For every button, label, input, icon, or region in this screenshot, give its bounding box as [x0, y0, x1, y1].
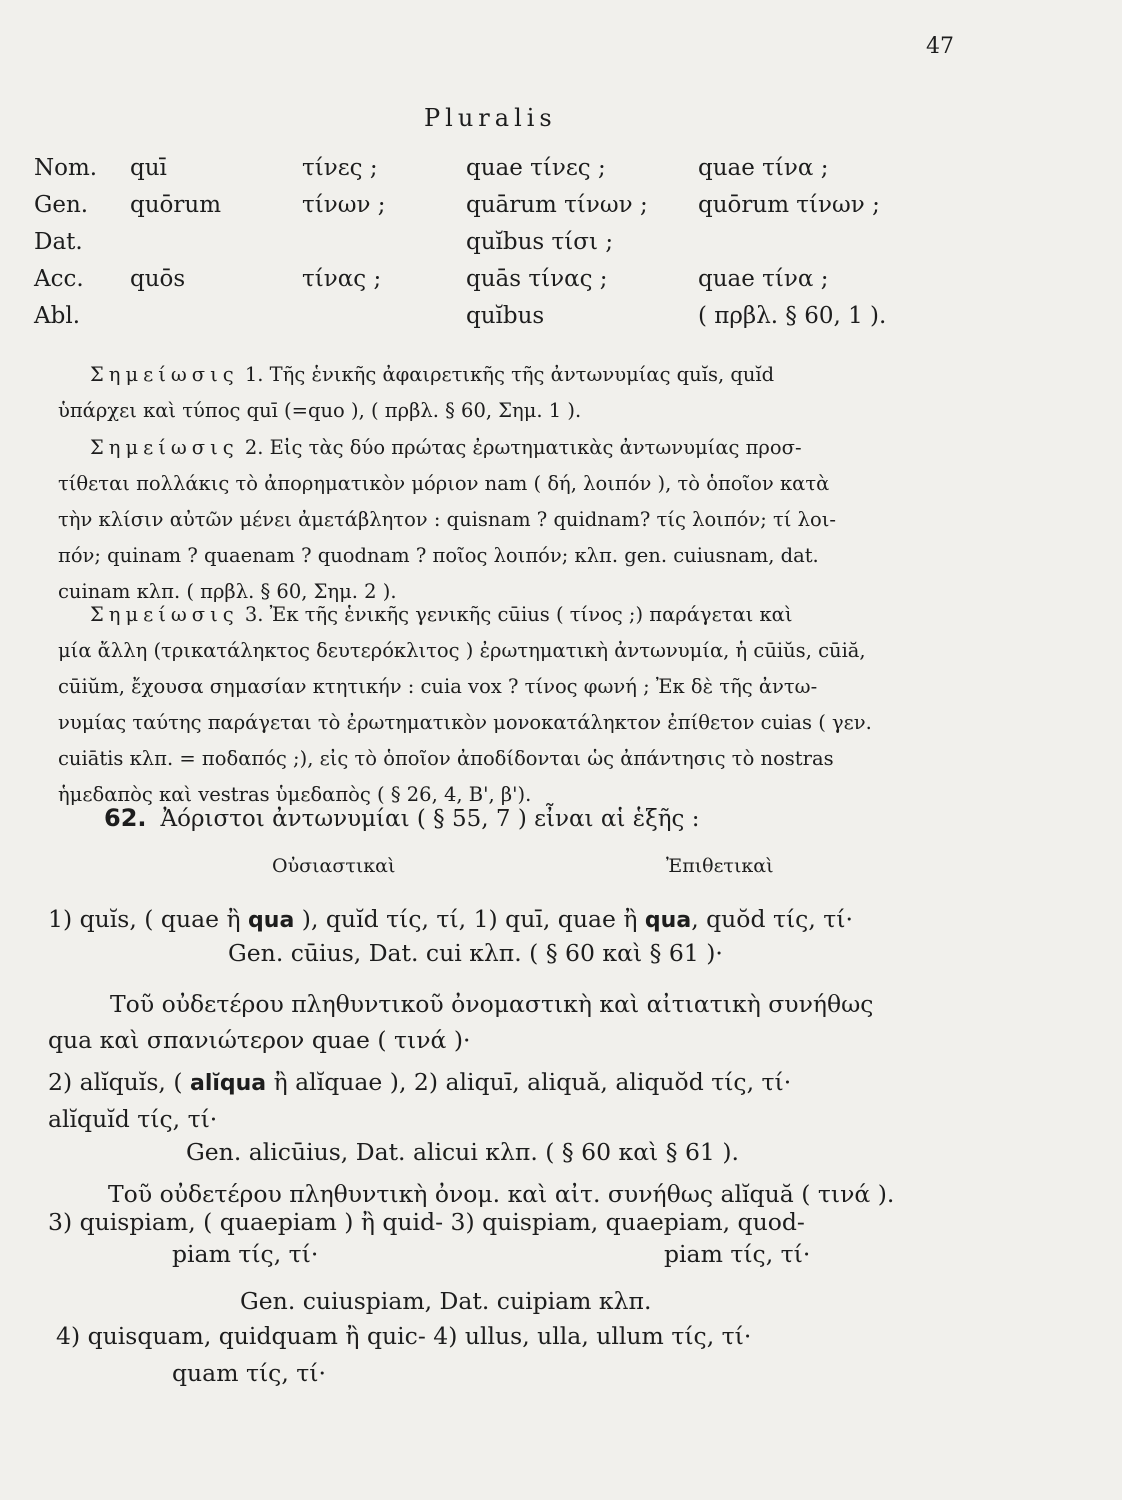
fem-form: quĭbus τίσι ;	[466, 229, 614, 255]
fem-form: quās τίνας ;	[466, 266, 608, 292]
entry-line: 4) quisquam, quidquam ἢ quic- 4) ullus, ulla, ullum τίς, τί·	[56, 1322, 752, 1350]
entry-line: piam τίς, τί·	[664, 1240, 811, 1268]
entry-line: 2) alĭquĭs, ( alĭqua ἢ alĭquae ), 2) aliquī, aliquă, aliquŏd τίς, τί·	[48, 1068, 792, 1096]
note-1	[58, 357, 1058, 429]
note-line: Σημείωσις 3. Ἐκ τῆς ἑνικῆς γενικῆς cūius ( τίνος ;) παράγεται καὶ	[90, 603, 793, 626]
entry-line: quam τίς, τί·	[172, 1359, 326, 1387]
case-label: Acc.	[34, 266, 84, 292]
entry-line: 3) quispiam, ( quaepiam ) ἢ quid- 3) quispiam, quaepiam, quod-	[48, 1208, 805, 1236]
note-line: ὑπάρχει καὶ τύπος quī (=quo ), ( πρβλ. § 60, Σημ. 1 ).	[58, 399, 582, 422]
fem-form: quae τίνες ;	[466, 155, 606, 181]
entry-line: Τοῦ οὐδετέρου πληθυντικὴ ὀνομ. καὶ αἰτ. συνήθως alĭquă ( τινά ).	[108, 1180, 895, 1208]
case-label: Dat.	[34, 229, 83, 255]
neut-form: quae τίνα ;	[698, 155, 829, 181]
note-label: Σημείωσις	[90, 436, 239, 459]
section-number: 62.	[104, 804, 147, 832]
note-3	[58, 597, 1058, 813]
note-line: πόν; quinam ? quaenam ? quodnam ? ποῖος λοιπόν; κλπ. gen. cuiusnam, dat.	[58, 544, 819, 567]
masc-form: quī	[130, 155, 167, 181]
declension-row	[34, 155, 1094, 192]
fem-form: quĭbus	[466, 303, 545, 329]
section-heading-pluralis: Pluralis	[424, 104, 557, 132]
note-line: τίθεται πολλάκις τὸ ἀπορηματικὸν μόριον nam ( δή, λοιπόν ), τὸ ὁποῖον κατὰ	[58, 472, 830, 495]
note-line: cūiŭm, ἔχουσα σημασίαν κτητικήν : cuia vox ? τίνος φωνή ; Ἐκ δὲ τῆς ἀντω-	[58, 675, 818, 698]
column-heading-substantive: Οὐσιαστικαὶ	[272, 855, 396, 877]
entry-line: qua καὶ σπανιώτερον quae ( τινά )·	[48, 1026, 471, 1054]
declension-row	[34, 192, 1094, 229]
neut-form: quōrum τίνων ;	[698, 192, 880, 218]
note-line: Σημείωσις 1. Τῆς ἑνικῆς ἀφαιρετικῆς τῆς ἀντωνυμίας quĭs, quĭd	[90, 363, 775, 386]
note-line: ἡμεδαπὸς καὶ vestras ὑμεδαπὸς ( § 26, 4, Β', β').	[58, 783, 532, 806]
entry-line: Gen. alicūius, Dat. alicui κλπ. ( § 60 καὶ § 61 ).	[186, 1138, 739, 1166]
masc-greek: τίνας ;	[302, 266, 382, 292]
masc-greek: τίνων ;	[302, 192, 386, 218]
note-line: Σημείωσις 2. Εἰς τὰς δύο πρώτας ἐρωτηματικὰς ἀντωνυμίας προσ-	[90, 436, 802, 459]
plural-declension-table	[34, 155, 1094, 340]
declension-row	[34, 266, 1094, 303]
note-2	[58, 430, 1058, 610]
declension-row	[34, 229, 1094, 266]
masc-form: quōrum	[130, 192, 222, 218]
masc-form: quōs	[130, 266, 186, 292]
note-line: νυμίας ταύτης παράγεται τὸ ἐρωτηματικὸν μονοκατάληκτον ἐπίθετον cuias ( γεν.	[58, 711, 872, 734]
note-line: μία ἄλλη (τρικατάληκτος δευτερόκλιτος ) ἐρωτηματικὴ ἀντωνυμία, ἡ cūiŭs, cūiă,	[58, 639, 866, 662]
case-label: Gen.	[34, 192, 89, 218]
note-label: Σημείωσις	[90, 363, 239, 386]
note-line: cuinam κλπ. ( πρβλ. § 60, Σημ. 2 ).	[58, 580, 397, 603]
entry-line: piam τίς, τί·	[172, 1240, 319, 1268]
page-number: 47	[926, 34, 954, 59]
entry-line: Τοῦ οὐδετέρου πληθυντικοῦ ὀνομαστικὴ καὶ αἰτιατικὴ συνήθως	[110, 990, 874, 1018]
entry-line: alĭquĭd τίς, τί·	[48, 1105, 218, 1133]
note-label: Σημείωσις	[90, 603, 239, 626]
neut-form: quae τίνα ;	[698, 266, 829, 292]
entry-line: Gen. cūius, Dat. cui κλπ. ( § 60 καὶ § 61 )·	[228, 939, 723, 967]
section-62-title: 62. Ἀόριστοι ἀντωνυμίαι ( § 55, 7 ) εἶναι αἱ ἑξῆς :	[104, 804, 700, 832]
note-line: τὴν κλίσιν αὐτῶν μένει ἀμετάβλητον : quisnam ? quidnam? τίς λοιπόν; τί λοι-	[58, 508, 836, 531]
masc-greek: τίνες ;	[302, 155, 378, 181]
entry-line: Gen. cuiuspiam, Dat. cuipiam κλπ.	[240, 1287, 652, 1315]
note-line: cuiātis κλπ. = ποδαπός ;), εἰς τὸ ὁποῖον ἀποδίδονται ὡς ἀπάντησις τὸ nostras	[58, 747, 834, 770]
entry-line: 1) quĭs, ( quae ἢ qua ), quĭd τίς, τί, 1) quī, quae ἢ qua, quŏd τίς, τί·	[48, 905, 853, 933]
fem-form: quārum τίνων ;	[466, 192, 648, 218]
neut-form: ( πρβλ. § 60, 1 ).	[698, 303, 887, 329]
declension-row	[34, 303, 1094, 340]
case-label: Nom.	[34, 155, 98, 181]
case-label: Abl.	[34, 303, 80, 329]
column-heading-adjectival: Ἐπιθετικαὶ	[666, 855, 774, 877]
